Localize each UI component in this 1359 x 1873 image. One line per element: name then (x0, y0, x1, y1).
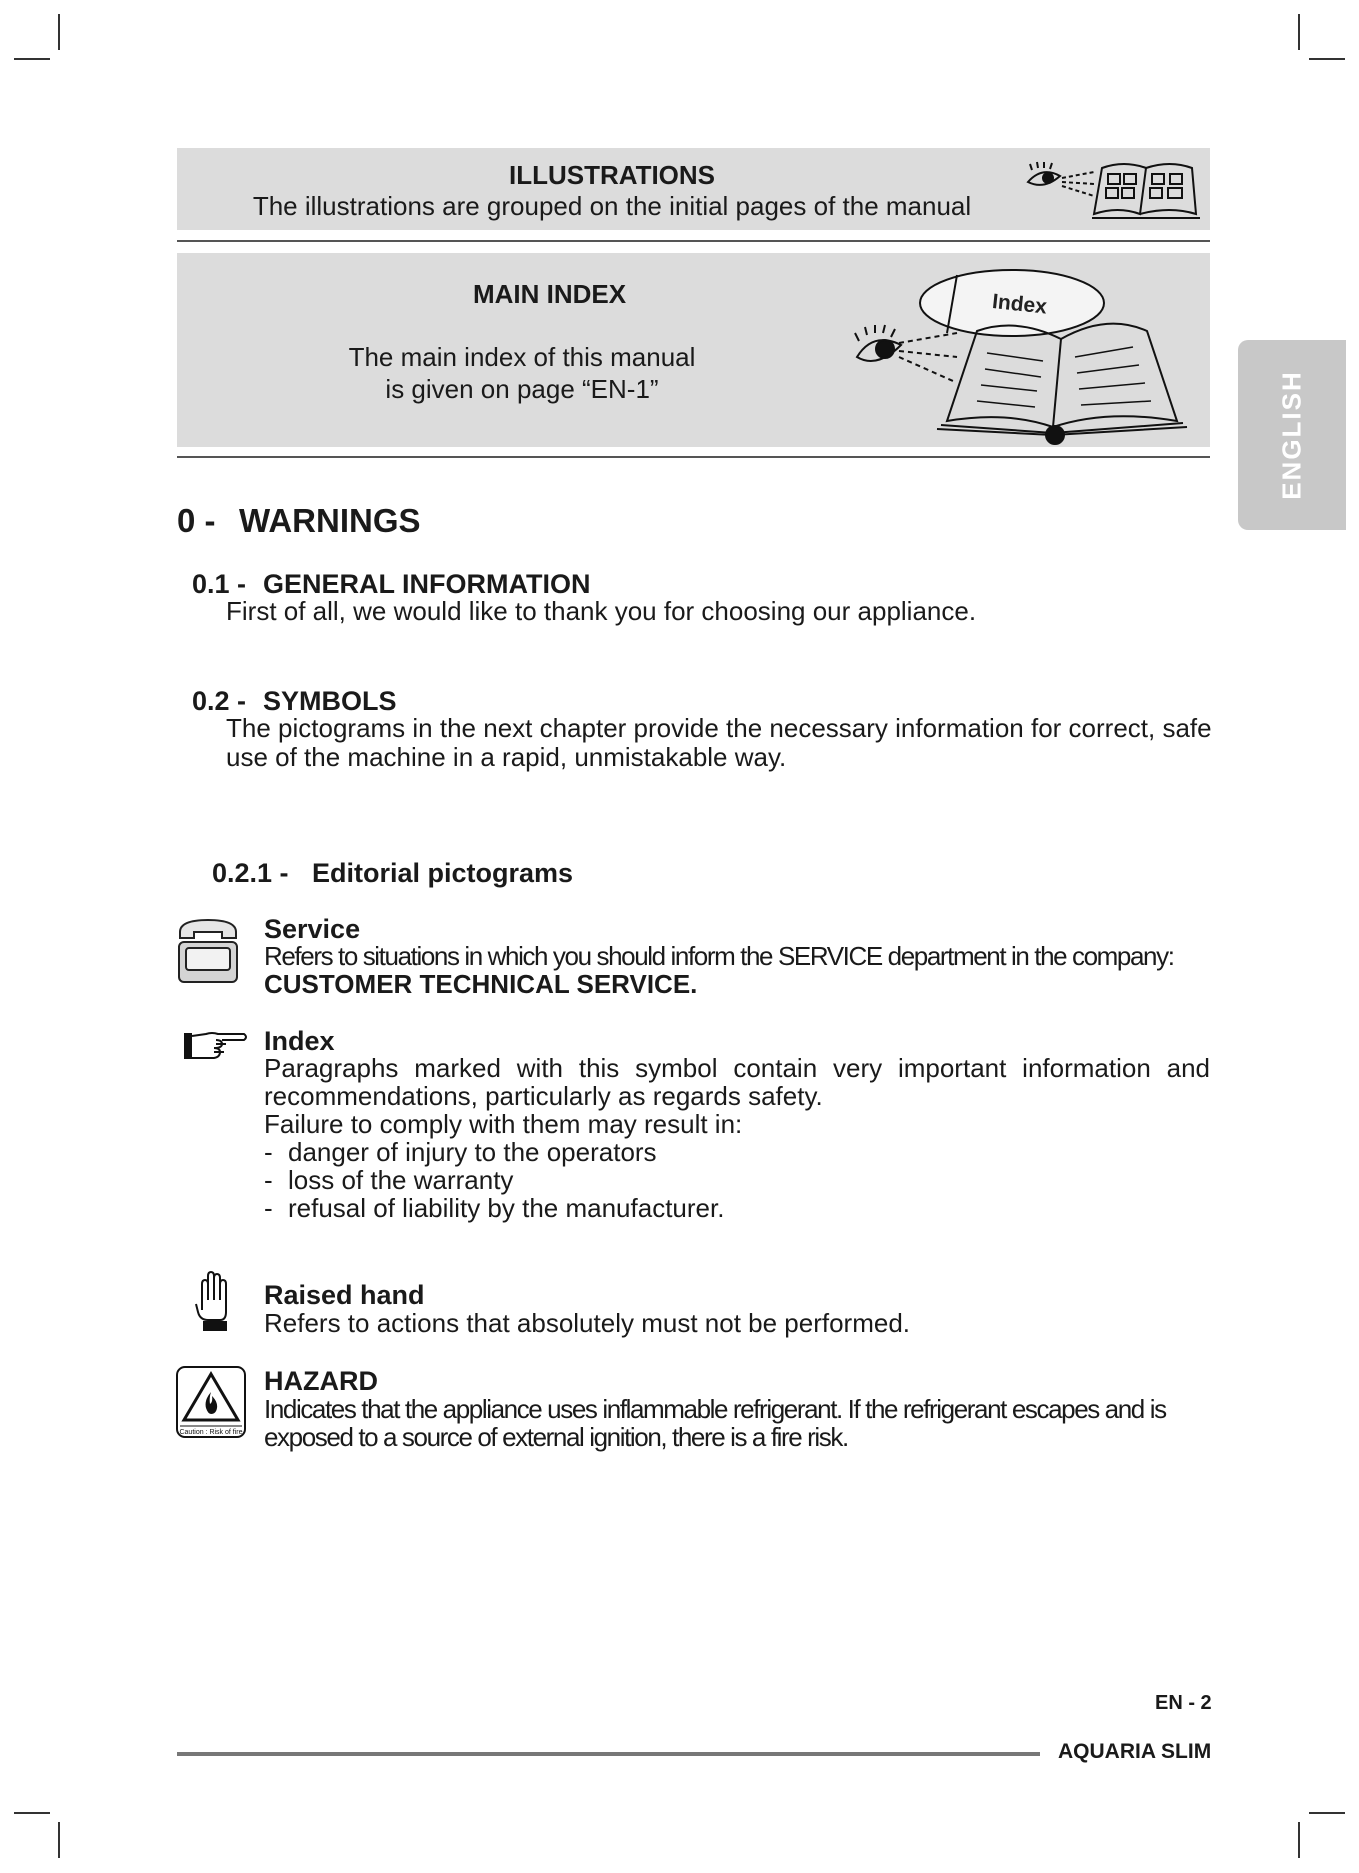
crop-mark (1309, 1812, 1345, 1814)
eye-book-icon (1024, 156, 1204, 224)
divider (177, 456, 1210, 458)
list-item: - refusal of liability by the manufacturer. (264, 1194, 1210, 1222)
hazard-title: HAZARD (264, 1366, 378, 1396)
index-title: Index (264, 1026, 335, 1056)
main-index-box (177, 253, 1210, 447)
main-index-title: MAIN INDEX (472, 279, 627, 309)
pointing-hand-icon (184, 1030, 248, 1060)
illustrations-text: The illustrations are grouped on the initial pages of the manual (252, 191, 972, 221)
crop-mark (58, 1822, 60, 1858)
index-bubble-label: Index (991, 289, 1049, 319)
footer-divider (177, 1752, 1040, 1756)
subsection-heading: 0.1 - GENERAL INFORMATION (192, 569, 591, 599)
main-index-text: The main index of this manual is given on page “EN-1” (348, 342, 696, 404)
raised-hand-title: Raised hand (264, 1280, 425, 1310)
service-text: Refers to situations in which you should inform the SERVICE department in the company: CUSTOMER TECHNICAL SERVICE. (264, 941, 1174, 999)
section-heading (177, 502, 421, 540)
hazard-text: Indicates that the appliance uses inflammable refrigerant. If the refrigerant escapes and is exposed to a source of external ignition, there is a fire risk. (264, 1394, 1166, 1452)
section-number: 0 - (177, 502, 216, 539)
symbols-text: The pictograms in the next chapter provide the necessary information for correct, safe use of the machine in a rapid, unmistakable way. (226, 713, 1212, 772)
crop-mark (1309, 58, 1345, 60)
list-item: - loss of the warranty (264, 1166, 1210, 1194)
subsection-heading: 0.2 - SYMBOLS (192, 686, 397, 716)
crop-mark (14, 58, 50, 60)
language-tab (1238, 340, 1346, 530)
illustrations-box (177, 148, 1210, 230)
hazard-badge-caption: Caution : Risk of fire (179, 1429, 243, 1436)
crop-mark (14, 1812, 50, 1814)
model-name: AQUARIA SLIM (1058, 1740, 1212, 1763)
index-book-icon (837, 261, 1207, 441)
illustrations-title: ILLUSTRATIONS (508, 160, 716, 190)
language-tab-label: ENGLISH (1276, 370, 1307, 500)
subsubsection-heading: 0.2.1 - Editorial pictograms (212, 858, 574, 888)
raised-hand-icon (196, 1270, 230, 1332)
telephone-icon (176, 918, 240, 984)
list-item: - danger of injury to the operators (264, 1138, 1210, 1166)
page-number: EN - 2 (1155, 1692, 1212, 1714)
divider (177, 240, 1210, 242)
raised-hand-text: Refers to actions that absolutely must not be performed. (264, 1308, 911, 1338)
crop-mark (1298, 14, 1300, 50)
general-info-text: First of all, we would like to thank you for choosing our appliance. (226, 596, 977, 626)
risk-list (264, 1138, 1210, 1222)
index-text: Paragraphs marked with this symbol contain very important information and recommendations, particularly as regards safety. Failure to comply with them may result in: - danger of injury to the operators - loss of the warranty - refusal of liability by the manufacturer. (264, 1054, 1210, 1222)
fire-hazard-icon (176, 1366, 246, 1438)
crop-mark (58, 14, 60, 50)
section-title: WARNINGS (239, 502, 421, 539)
service-title: Service (264, 914, 361, 944)
crop-mark (1298, 1822, 1300, 1858)
